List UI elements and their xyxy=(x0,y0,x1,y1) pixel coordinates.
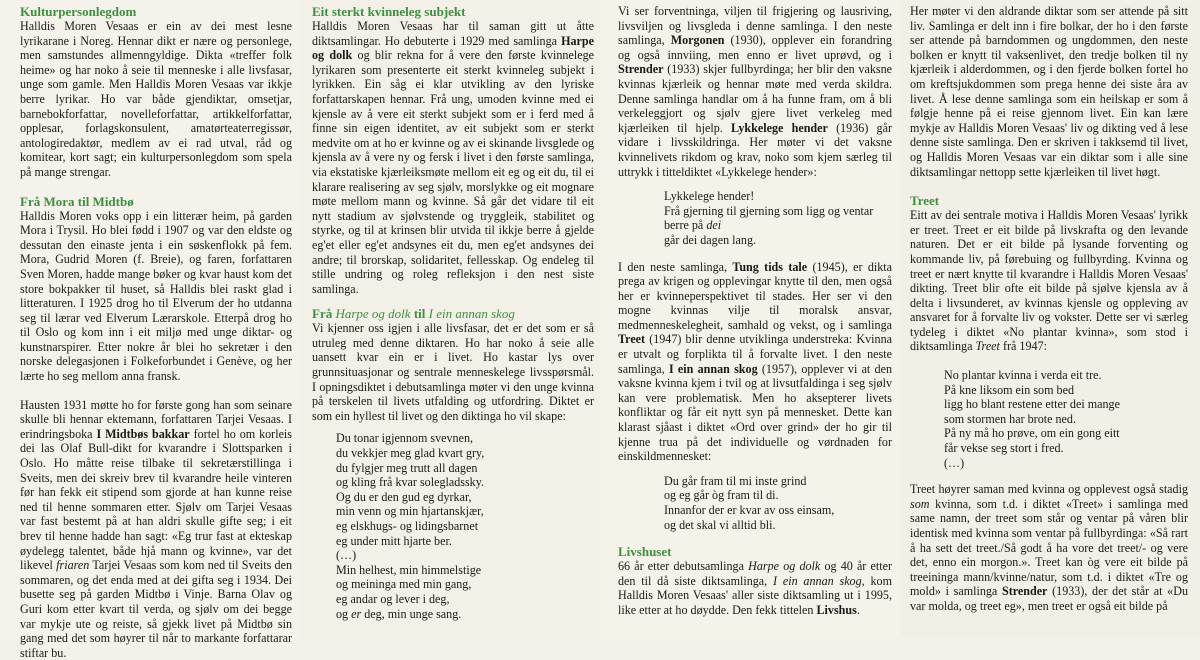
heading-harpe-til-skog: Frå Harpe og dolk til I ein annan skog xyxy=(312,306,515,322)
poem-line: No plantar kvinna i verda eit tre. xyxy=(944,368,1102,383)
heading-treet: Treet xyxy=(910,193,940,209)
column-2 xyxy=(300,0,600,637)
poem-line: og det skal vi alltid bli. xyxy=(664,517,776,532)
poem-line: På ny må ho prøve, om ein gong eitt xyxy=(944,426,1120,441)
column-1 xyxy=(0,0,300,660)
poem-line: Frå gjerning til gjerning som ligg og ventar xyxy=(664,203,874,218)
poem-line: eg andar og lever i deg, xyxy=(336,591,450,606)
poem-line: Innanfor der er kvar av oss einsam, xyxy=(664,503,835,517)
poem-line: og kling frå kvar solegladssky. xyxy=(336,475,485,490)
paragraph-childhood: Halldis Moren voks opp i ein litterær heim, på garden Mora i Trysil. Ho blei fødd i 1907 og var den eldste og dessutan den einaste jenta i ein søskenflokk på fem. Mora, Gudrid Moren (f. Breie), og faren, forfattaren Sven Moren, hadde mange bøker og kvar haust kom det store bokpakker til huset, så Halldis blei raskt glad i litteraturen. I 1925 drog ho til Elverum der ho utdanna seg til lærar ved Elverum Lærarskole. Etterpå drog ho til Oslo og kom inn i eit miljø med unge diktar- og kunstnarspirer. Etter nokre år blei ho sekretær i den norske delegasjonen i Folkeforbundet i Genève, og her lærte ho seg mellom anna fransk. xyxy=(20,208,292,384)
poem-line: (…) xyxy=(336,548,357,563)
poem-no-plantar-kvinna xyxy=(944,368,1188,470)
poem-line: som stormen har brote ned. xyxy=(944,411,1076,426)
paragraph-debut: Halldis Moren Vesaas har til saman gitt ut åtte diktsamlingar. Ho debuterte i 1929 med samlinga Harpe og dolk og blir rekna for å vere den første kvinnelege lyrikaren som presenterte eit sterkt kvinneleg subjekt i lyrikken. Ein såg ei klar utvikling av den lyriske forfattarskapen hennar. Frå ung, umoden kvinne med ei kjensle av å vere eit sterkt subjekt som er i ferd med å finne sin eigen identitet, av eit subjekt som er sterkt medvite om at ho er kvinne og av ei skinande livsglede og kjensla av å vere ny og fersk i livet i den første samlinga, via ekstatiske kjærleiksmøte mellom eit eg og eit du, til ei klarare realisering av seg sjølv, morslykke og eit mognare møte mellom mann og kvinne. Så går det vidare til eit nytt stadium av sjølvstende og tryggleik, stabilitet og styrke, og til at krinsen blir utvida til ikkje berre å gjelde eg'et eller eg'et andsynes eit du, men eg'et andsynes dei andre; til brorskap, solidaritet, fellesskap. Og endeleg til stille undring og roleg refleksjon i den nest siste samlinga. xyxy=(312,19,594,296)
paragraph-aldrande-diktar: Her møter vi den aldrande diktar som ser attende på sitt liv. Samlinga er delt inn i fire bolkar, der ho i den første ser attende på barndommen og ungdommen, den neste bolken er knytt til vaksenlivet, den tredje bolken til ny kjærleik i alderdommen, og i den fjerde bolken fortel ho om kreftsjukdommen som prega henne dei siste åra av livet. Å lese denne samlinga som ein heilskap er som å følgje henne på ei reise gjennom livet. Ein kan lære mykje av Halldis Moren Vesaas' liv og dikting ved å lese denne siste samlinga. Den er skriven i takksemd til livet, og Halldis Moren Vesaas var ein diktar som i alle sine diktsamlingar nettopp sette kjærleiken til livet høgt. xyxy=(910,4,1188,179)
poem-line: Min helhest, min himmelstige xyxy=(336,562,482,577)
paragraph-tung-tids-tale: I den neste samlinga, Tung tids tale (1945), er dikta prega av krigen og opplevingar knytte til den, men også her er kvinneperspektivet til stades. Her ser vi den mogne kvinnas vilje til moralsk ansvar, medmenneskelegheit, samhald og vekst, og i samlinga Treet (1947) blir denne utviklinga understreka: Kvinna er utvalt og forplikta til å forvalte livet. I den neste samlinga, I ein annan skog (1957), opplever vi at den vaksne kvinna kjem i tvil og at livsutfaldinga i seg sjølv kan vere problematisk. Men ho aksepterer livets konfliktar og får eit nytt syn på mennesket. Dette kan klarast sjåast i diktet «Ord over grind» der ho gir til kjenne trua på det individuelle og vørdnaden for einskildmennesket: xyxy=(618,259,892,464)
poem-line: og eg går òg fram til di. xyxy=(664,488,779,503)
poem-ord-over-grind xyxy=(664,474,892,532)
poem-line: På kne liksom ein som bed xyxy=(944,382,1074,397)
poem-line: går dei dagen lang. xyxy=(664,232,757,247)
poem-line: ligg ho blant restene etter dei mange xyxy=(944,397,1120,412)
paragraph-livshus: 66 år etter debutsamlinga Harpe og dolk og 40 år etter den til då siste diktsamlinga, I ein annan skog, kom Halldis Moren Vesaas' aller siste diktsamling ut i 1995, like etter at ho døydde. Den fekk tittelen Livshus. xyxy=(618,559,892,617)
column-3 xyxy=(600,0,900,637)
heading-fra-mora-til-midtbo: Frå Mora til Midtbø xyxy=(20,193,134,209)
heading-kvinneleg-subjekt: Eit sterkt kvinneleg subjekt xyxy=(312,4,466,19)
poem-line: Du tonar igjennom svevnen, xyxy=(336,431,474,446)
poem-line: Du går fram til mi inste grind xyxy=(664,473,807,488)
poem-line: og meininga med min gang, xyxy=(336,577,472,592)
book-title-midtbos-bakkar: I Midtbøs bakkar xyxy=(96,426,190,441)
poem-du-tonar xyxy=(336,431,594,621)
column-4 xyxy=(900,0,1200,637)
paragraph-tarjei: Hausten 1931 møtte ho for første gong han som seinare skulle bli hennar ektemann, forfattaren Tarjei Vesaas. I erindringsboka I Midtbøs bakkar fortel ho om korleis dei las Olaf Bull-dikt for kvarandre i Slottsparken i Oslo. Ho måtte reise tilbake til sekretærstillinga i Sveits, men dei skreiv brev til kvarandre heile vinteren før han fekk eit stipend som gjorde at han kunne reise ned til henne sommaren etter. Sjølv om Tarjei Vesaas var fast bestemt på at han aldri skulle gifte seg; i eit brev til henne hadde han sagt: «Eg trur fast at ekteskap øydelegg talentet, både hjå mann og kvinne», var det likevel friaren Tarjei Vesaas som kom ned til Sveits den sommaren, og det enda med at dei gifta seg i 1934. Dei busette seg på garden Midtbø i Vinje. Barna Olav og Guri kom etter kvart til verda, og sjølv om dei begge var mykje ute og reiste, så gjekk livet på Midtbø sin gang med det som høyrer til når to markante forfattarar stiftar bu. xyxy=(20,397,292,660)
paragraph-intro: Halldis Moren Vesaas er ein av dei mest lesne lyrikarane i Noreg. Hennar dikt er nære og personlege, men samstundes allmenngyldige. Dikta «treffer folk heime» og har noko å seie til menneske i alle livsfasar, unge som gamle. Men Halldis Moren Vesaas var ikkje berre lyrikar. Ho var både gjendiktar, omsetjar, barnebokforfattar, novelleforfattar, artikkelforfattar, opplesar, forlagskonsulent, amatørteaterregissør, antologiredaktør, medlem av ei rad utval, råd og komitear, kort sagt; ein kulturpersonlegdom som spela på mange strengar. xyxy=(20,19,292,179)
poem-line: du vekkjer meg glad kvart gry, xyxy=(336,446,485,461)
poem-line: Lykkelege hender! xyxy=(664,189,755,204)
poem-line: berre på dei xyxy=(664,218,722,233)
poem-line: (…) xyxy=(944,455,965,470)
paragraph-treet-motiv: Eitt av dei sentrale motiva i Halldis Moren Vesaas' lyrikk er treet. Treet er eit bilde på livskrafta og den levande naturen. Det er eit bilde på lysande forventing og kommande liv, på førebuing og fullbyrding. Kvinna og treet er nært knytte til kvarandre i Halldis Moren Vesaas' dikting. Treet blir ofte eit bilde på sjølve kjensla av å delta i livsunderet, av kvinnas kjensle og oppleving av ansvaret for å forvalte liv og vokster. Dette ser vi særleg tydeleg i diktet «No plantar kvinna», som stod i diktsamlinga Treet frå 1947: xyxy=(910,208,1188,354)
poem-line: og er deg, min unge sang. xyxy=(336,606,462,621)
paragraph-treet-kvinna: Treet høyrer saman med kvinna og opplevest også stadig som kvinna, som t.d. i diktet «Treet» i samlinga med same namn, der treet som står og ventar på våren blir identisk med kvinna som ventar på fullbyrdinga: «Så rart å ha sett det treet./Så godt å ha vore det treet/- og vere det, enno ein morgon.». Treet kan òg vere eit bilde på treeininga mann/kvinne/natur, som t.d. i diktet «Tre og mold» i samlinga Strender (1933), der det står at «Du var molda, og treet eg», men treet er også eit bilde på xyxy=(910,482,1188,613)
paragraph-morgonen: Vi ser forventninga, viljen til frigjering og lausriving, livsviljen og livsgleda i denne samlinga. I den neste samlinga, Morgonen (1930), opplever ein forandring og også innviing, men enno er livet uprøvd, og i Strender (1933) skjer fullbyrdinga; her blir den vaksne kvinnas kjærleik og hennar møte med verda skildra. Denne samlinga handlar om å ha funne fram, om å bli verkeleggjort og sjølv gjere livet verkeleg med kjærleiken til hjelp. Lykkelege hender (1936) går vidare i livsskildringa. Her møter vi det vaksne kvinnelivets rikdom og krav, noko som kjem særleg til uttrykk i titteldiktet «Lykkelege hender»: xyxy=(618,4,893,179)
poem-lykkelege-hender xyxy=(664,189,892,247)
poem-line: min venn og min hjartanskjær, xyxy=(336,504,484,519)
poem-line: eg elskhugs- og lidingsbarnet xyxy=(336,519,479,533)
heading-livshuset: Livshuset xyxy=(618,544,672,560)
poem-line: eg under mitt hjarte ber. xyxy=(336,533,452,548)
poem-line: Og du er den gud eg dyrkar, xyxy=(336,489,472,504)
paragraph-livsfasar: Vi kjenner oss igjen i alle livsfasar, det er det som er så utruleg med denne diktaren. Ho har noko å seie alle uansett kvar ein er i livet. Ho kastar lys over grunnsituasjonar og sentrale menneskelege livsspørsmål. I opningsdiktet i debutsamlinga møter vi den unge kvinna på terskelen til livets utfalding og utfordring. Diktet er som ein hyllest til livet og den diktinga ho vil skape: xyxy=(312,321,594,423)
heading-kulturpersonlegdom: Kulturpersonlegdom xyxy=(20,4,137,19)
poem-line: får vekse seg stort i fred. xyxy=(944,441,1064,456)
poem-line: du fylgjer meg trutt all dagen xyxy=(336,460,478,475)
